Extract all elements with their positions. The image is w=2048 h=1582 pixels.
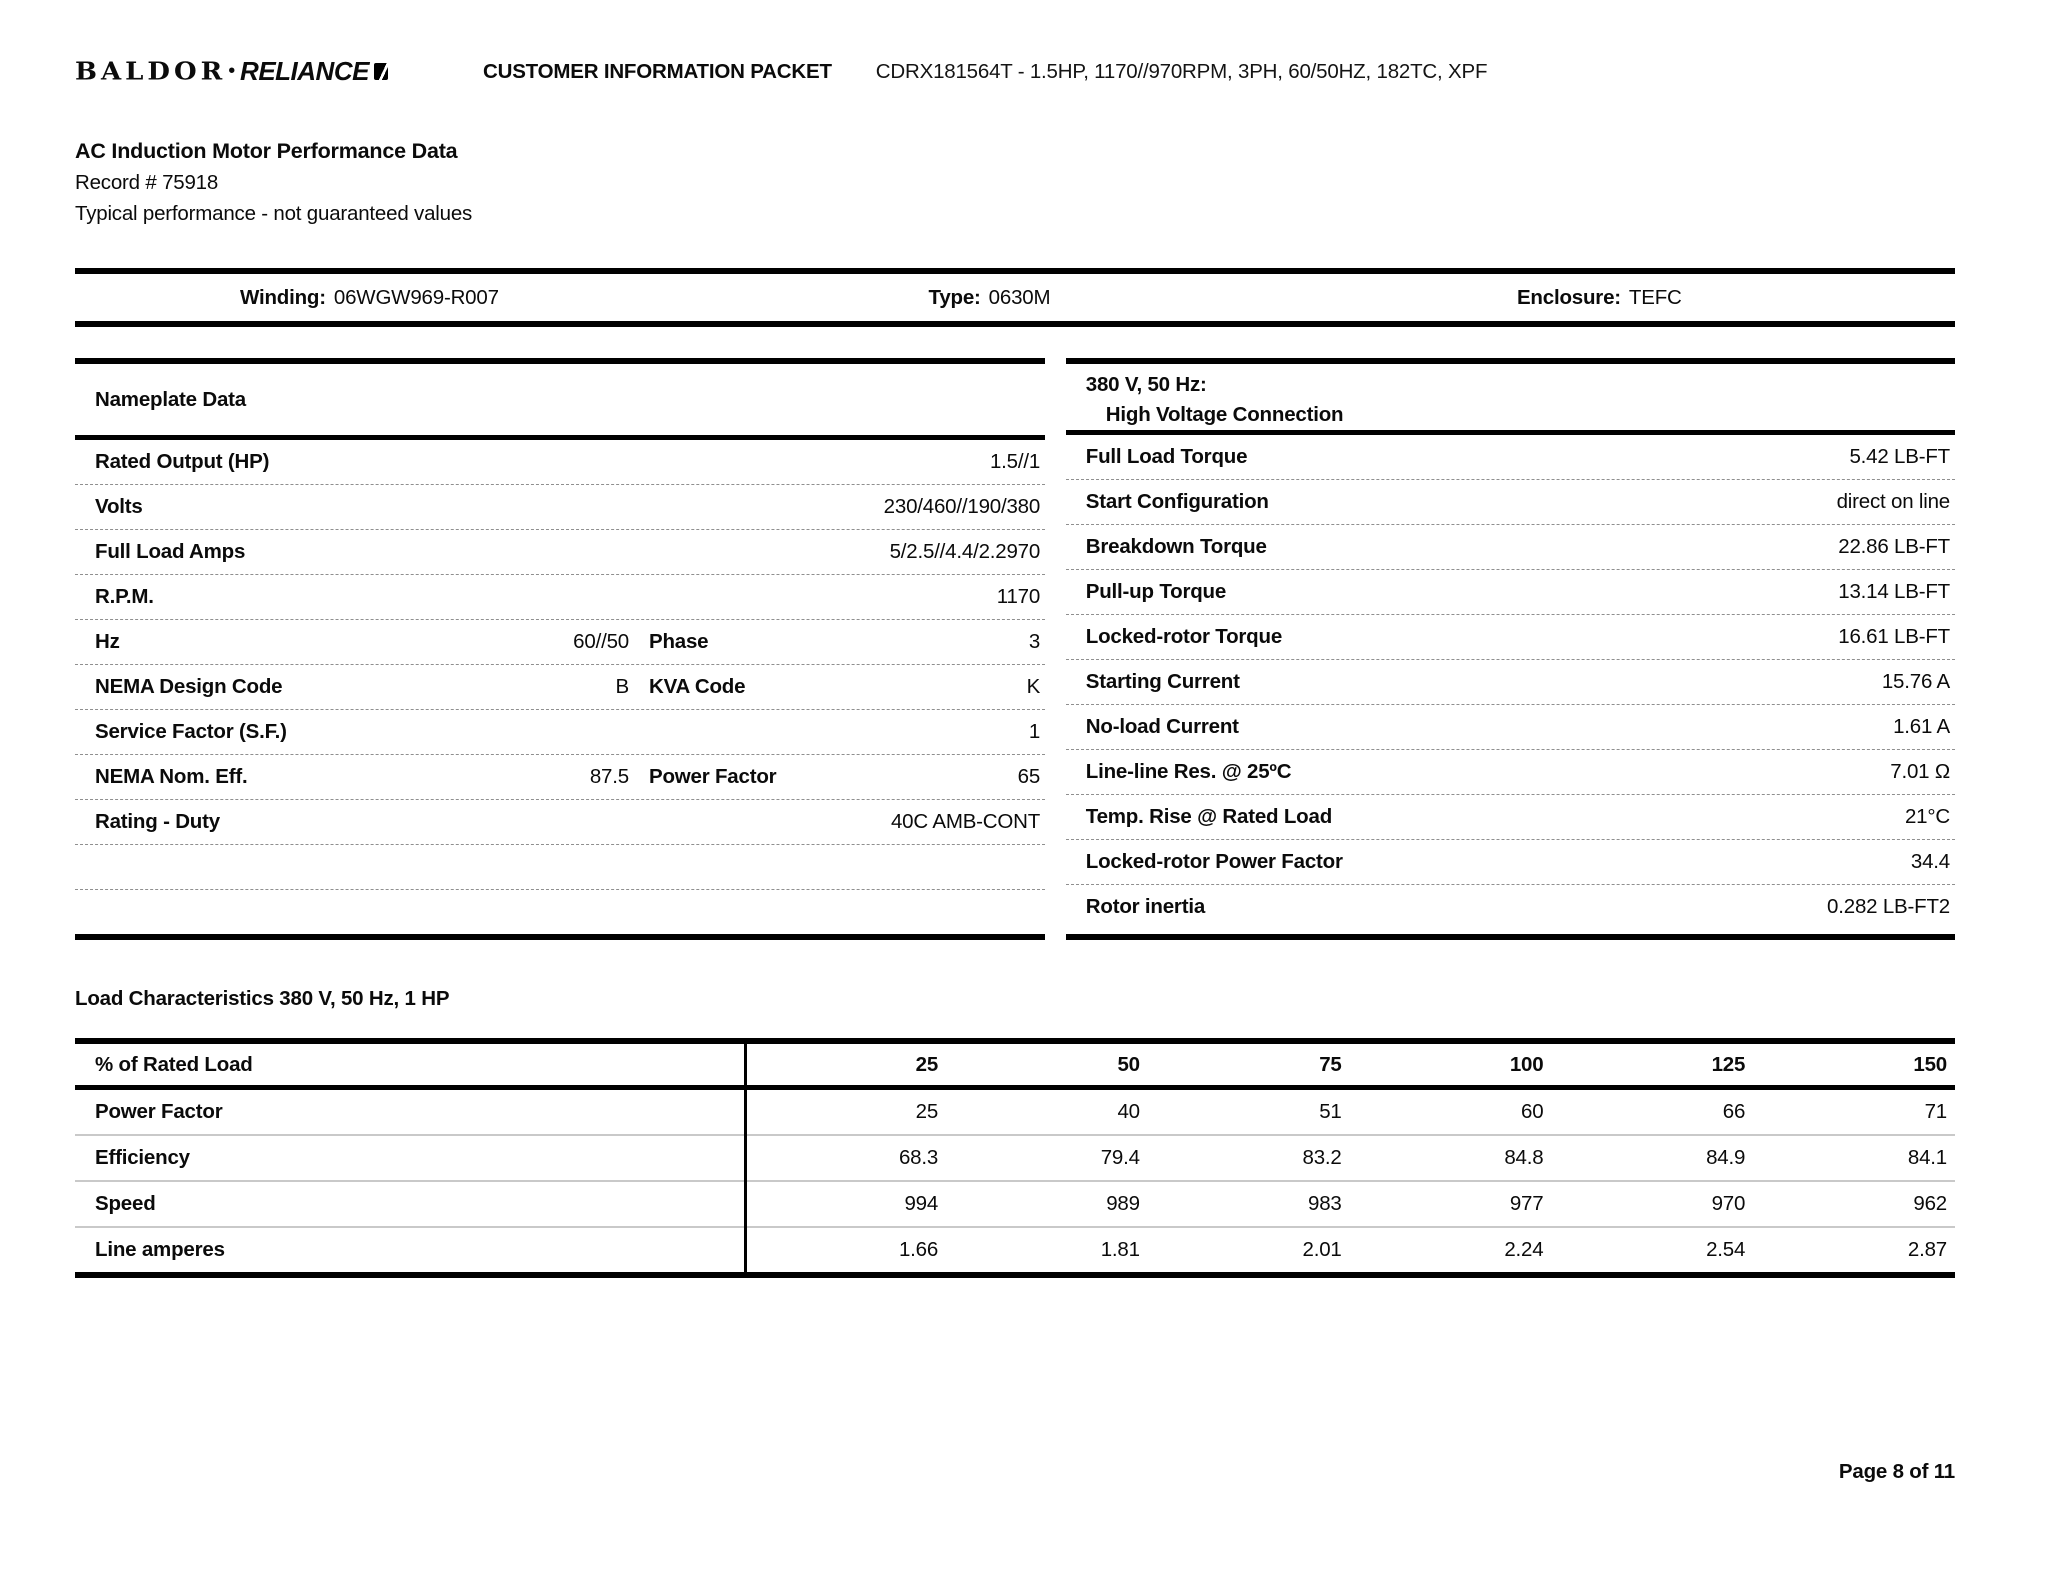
load-table-header bbox=[75, 1044, 1955, 1090]
row-value: 13.14 LB-FT bbox=[1838, 580, 1950, 603]
load-row-cell: 1.66 bbox=[898, 1238, 939, 1261]
row-value: 1.5//1 bbox=[989, 450, 1041, 473]
load-row-label: Line amperes bbox=[95, 1238, 225, 1261]
row-left-group bbox=[95, 540, 629, 564]
load-row-cell: 2.54 bbox=[1706, 1238, 1746, 1261]
load-header-cell: 25 bbox=[915, 1052, 939, 1076]
row-label: Volts bbox=[95, 495, 143, 518]
load-row-cell: 68.3 bbox=[898, 1146, 939, 1169]
row-label: NEMA Design Code bbox=[95, 675, 283, 698]
enclosure-value: TEFC bbox=[1628, 285, 1682, 309]
packet-label: CUSTOMER INFORMATION PACKET bbox=[483, 59, 832, 83]
nameplate-heading: Nameplate Data bbox=[75, 364, 1045, 440]
connection-row bbox=[1066, 885, 1955, 929]
row-label: Locked-rotor Power Factor bbox=[1085, 850, 1343, 873]
row-label: Temp. Rise @ Rated Load bbox=[1085, 805, 1333, 828]
connection-row bbox=[1066, 750, 1955, 795]
row-value: 65 bbox=[1017, 765, 1041, 788]
row-left-group bbox=[95, 810, 629, 834]
row-label: R.P.M. bbox=[95, 585, 154, 608]
row-left-group bbox=[95, 675, 629, 699]
load-header-cell: 75 bbox=[1319, 1052, 1342, 1076]
column-divider bbox=[744, 1044, 747, 1272]
load-row-label: Power Factor bbox=[95, 1100, 223, 1123]
row-value: 22.86 LB-FT bbox=[1838, 535, 1950, 558]
row-mid-label: Power Factor bbox=[648, 765, 777, 788]
nameplate-row bbox=[75, 665, 1045, 710]
row-label: Pull-up Torque bbox=[1085, 580, 1227, 603]
nameplate-row bbox=[75, 575, 1045, 620]
load-data-row bbox=[75, 1228, 1955, 1272]
row-value: 21°C bbox=[1904, 805, 1950, 828]
row-value: 15.76 A bbox=[1881, 670, 1950, 693]
load-header-cell: 125 bbox=[1711, 1052, 1746, 1076]
connection-heading bbox=[1066, 364, 1955, 435]
type-label: Type: bbox=[928, 285, 981, 309]
connection-row bbox=[1066, 570, 1955, 615]
load-header-row bbox=[75, 1044, 1955, 1090]
row-value: 5.42 LB-FT bbox=[1849, 445, 1950, 468]
load-header-cell: 100 bbox=[1509, 1052, 1544, 1076]
row-value: 3 bbox=[1028, 630, 1041, 653]
model-spec-line: CDRX181564T - 1.5HP, 1170//970RPM, 3PH, 60/50HZ, 182TC, XPF bbox=[875, 59, 1488, 83]
row-label: Start Configuration bbox=[1085, 490, 1269, 513]
winding-value: 06WGW969-R007 bbox=[333, 285, 499, 309]
load-row-cell: 66 bbox=[1722, 1100, 1746, 1123]
row-mid-value: 60//50 bbox=[573, 630, 629, 653]
row-label: Locked-rotor Torque bbox=[1085, 625, 1283, 648]
logo-dot-separator: • bbox=[228, 60, 236, 82]
row-left-group bbox=[95, 765, 629, 789]
row-mid-value: 87.5 bbox=[589, 765, 629, 788]
page-content bbox=[75, 0, 1955, 1582]
connection-rows bbox=[1066, 435, 1955, 929]
performance-note: Typical performance - not guaranteed values bbox=[75, 202, 473, 225]
load-row-cell: 970 bbox=[1711, 1192, 1746, 1215]
row-label: Line-line Res. @ 25ºC bbox=[1085, 760, 1292, 783]
load-table-body bbox=[75, 1090, 1955, 1272]
row-value: direct on line bbox=[1836, 490, 1950, 513]
load-characteristics-table bbox=[75, 1038, 1955, 1278]
data-tables bbox=[75, 358, 1955, 940]
connection-row bbox=[1066, 525, 1955, 570]
nameplate-row bbox=[75, 890, 1045, 934]
load-row-cell: 60 bbox=[1521, 1100, 1544, 1123]
baldor-reliance-logo bbox=[75, 56, 435, 87]
top-header bbox=[75, 56, 1955, 87]
load-row-cell: 51 bbox=[1319, 1100, 1342, 1123]
row-label: NEMA Nom. Eff. bbox=[95, 765, 248, 788]
row-left-group bbox=[95, 495, 629, 519]
load-data-row bbox=[75, 1090, 1955, 1136]
nameplate-row bbox=[75, 530, 1045, 575]
row-value: 16.61 LB-FT bbox=[1838, 625, 1950, 648]
load-row-cell: 25 bbox=[915, 1100, 939, 1123]
load-data-row bbox=[75, 1136, 1955, 1182]
enclosure-field bbox=[1517, 286, 1955, 310]
row-label: Rotor inertia bbox=[1085, 895, 1206, 918]
connection-table bbox=[1066, 358, 1955, 940]
load-data-row bbox=[75, 1182, 1955, 1228]
enclosure-label: Enclosure: bbox=[1516, 285, 1621, 309]
connection-row bbox=[1066, 660, 1955, 705]
load-row-cell: 83.2 bbox=[1302, 1146, 1342, 1169]
nameplate-table bbox=[75, 358, 1045, 940]
row-label: Full Load Amps bbox=[95, 540, 246, 563]
row-mid-label: KVA Code bbox=[648, 675, 746, 698]
load-row-cell: 977 bbox=[1509, 1192, 1544, 1215]
row-left-group bbox=[95, 720, 629, 744]
row-left-group bbox=[95, 585, 629, 609]
nameplate-row bbox=[75, 800, 1045, 845]
row-mid-value: B bbox=[615, 675, 629, 698]
row-left-group bbox=[95, 450, 629, 474]
row-left-group bbox=[95, 630, 629, 654]
nameplate-rows bbox=[75, 440, 1045, 934]
winding-field bbox=[75, 286, 929, 310]
row-label: Service Factor (S.F.) bbox=[95, 720, 287, 743]
load-row-cell: 994 bbox=[904, 1192, 939, 1215]
load-row-cell: 79.4 bbox=[1100, 1146, 1140, 1169]
winding-bar bbox=[75, 268, 1955, 327]
nameplate-row bbox=[75, 485, 1045, 530]
winding-label: Winding: bbox=[240, 285, 326, 309]
connection-heading-line2: High Voltage Connection bbox=[1105, 403, 1344, 426]
load-row-cell: 84.9 bbox=[1706, 1146, 1746, 1169]
load-row-cell: 983 bbox=[1308, 1192, 1342, 1215]
load-row-cell: 84.8 bbox=[1504, 1146, 1544, 1169]
connection-row bbox=[1066, 840, 1955, 885]
reliance-trademark-icon bbox=[374, 63, 388, 80]
row-label: Rated Output (HP) bbox=[95, 450, 270, 473]
connection-row bbox=[1066, 795, 1955, 840]
title-block bbox=[75, 136, 472, 229]
row-label: Hz bbox=[95, 630, 120, 653]
load-row-cell: 1.81 bbox=[1100, 1238, 1140, 1261]
row-label: Rating - Duty bbox=[95, 810, 220, 833]
load-row-cell: 40 bbox=[1117, 1100, 1140, 1123]
load-row-cell: 2.24 bbox=[1504, 1238, 1544, 1261]
row-value: 0.282 LB-FT2 bbox=[1827, 895, 1950, 918]
connection-heading-line1: 380 V, 50 Hz: bbox=[1085, 373, 1207, 396]
load-row-cell: 84.1 bbox=[1907, 1146, 1947, 1169]
nameplate-row bbox=[75, 620, 1045, 665]
row-label: No-load Current bbox=[1085, 715, 1239, 738]
row-value: K bbox=[1026, 675, 1041, 698]
type-value: 0630M bbox=[988, 285, 1051, 309]
load-row-cell: 71 bbox=[1924, 1100, 1947, 1123]
nameplate-row bbox=[75, 710, 1045, 755]
row-value: 230/460//190/380 bbox=[883, 495, 1041, 518]
row-value: 5/2.5//4.4/2.2970 bbox=[889, 540, 1041, 563]
nameplate-row bbox=[75, 440, 1045, 485]
row-value: 40C AMB-CONT bbox=[890, 810, 1041, 833]
load-header-label: % of Rated Load bbox=[95, 1052, 253, 1076]
row-value: 1.61 A bbox=[1893, 715, 1950, 738]
page-title: AC Induction Motor Performance Data bbox=[75, 139, 458, 163]
load-characteristics-heading: Load Characteristics 380 V, 50 Hz, 1 HP bbox=[75, 987, 450, 1010]
load-row-label: Speed bbox=[95, 1192, 156, 1215]
load-row-cell: 2.87 bbox=[1907, 1238, 1947, 1261]
load-characteristics-section bbox=[75, 986, 1955, 1278]
record-number: Record # 75918 bbox=[75, 171, 219, 194]
row-label: Breakdown Torque bbox=[1085, 535, 1267, 558]
row-label: Starting Current bbox=[1085, 670, 1240, 693]
row-label: Full Load Torque bbox=[1085, 445, 1248, 468]
load-row-cell: 2.01 bbox=[1302, 1238, 1342, 1261]
row-value: 7.01 Ω bbox=[1890, 760, 1950, 783]
load-header-cell: 150 bbox=[1913, 1052, 1947, 1076]
load-row-cell: 962 bbox=[1913, 1192, 1947, 1215]
connection-row bbox=[1066, 705, 1955, 750]
load-row-label: Efficiency bbox=[95, 1146, 190, 1169]
row-mid-label: Phase bbox=[648, 630, 709, 653]
nameplate-row bbox=[75, 755, 1045, 800]
row-value: 34.4 bbox=[1910, 850, 1950, 873]
connection-row bbox=[1066, 435, 1955, 480]
logo-reliance-text: RELIANCE bbox=[240, 56, 369, 86]
load-row-cell: 989 bbox=[1106, 1192, 1140, 1215]
load-header-cell: 50 bbox=[1117, 1052, 1140, 1076]
row-value: 1 bbox=[1028, 720, 1041, 743]
nameplate-row bbox=[75, 845, 1045, 890]
type-field bbox=[929, 286, 1517, 310]
connection-row bbox=[1066, 480, 1955, 525]
row-value: 1170 bbox=[996, 585, 1041, 608]
page-number: Page 8 of 11 bbox=[1838, 1460, 1955, 1483]
connection-row bbox=[1066, 615, 1955, 660]
logo-baldor-text: BALDOR bbox=[75, 57, 227, 86]
